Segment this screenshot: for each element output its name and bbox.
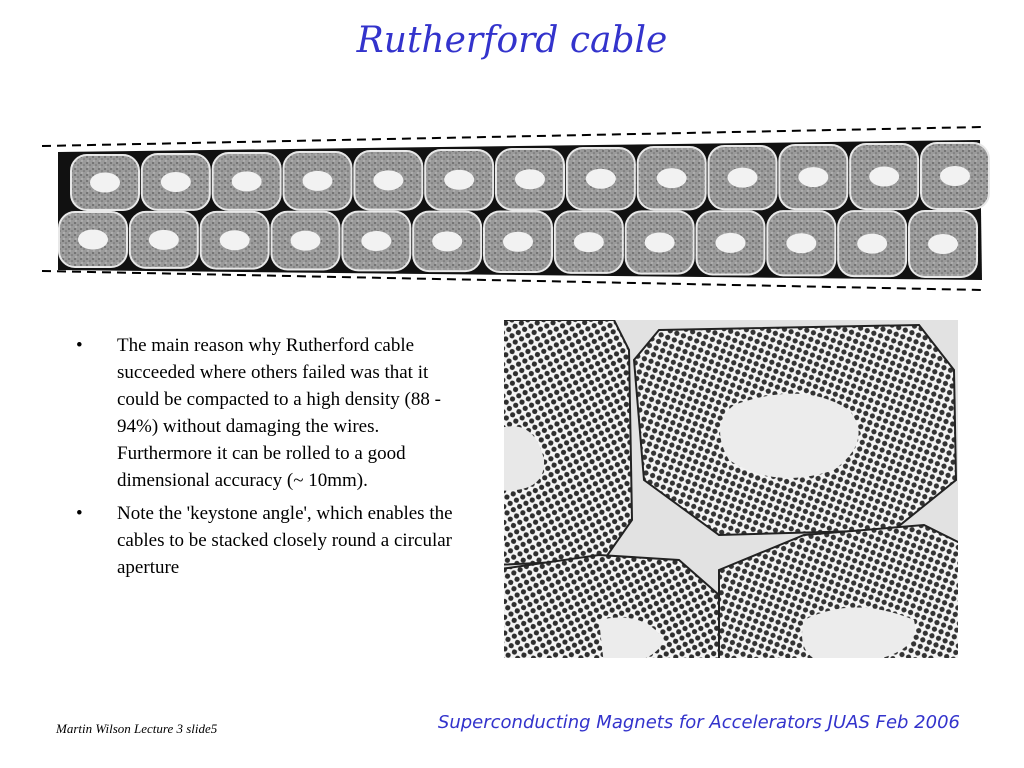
strand-core bbox=[786, 233, 816, 253]
strand-core bbox=[728, 168, 758, 188]
strand-core bbox=[373, 170, 403, 190]
slide-title: Rutherford cable bbox=[356, 20, 668, 61]
strand-core bbox=[940, 166, 970, 186]
strand-core bbox=[90, 173, 120, 193]
bullet-item bbox=[76, 332, 456, 494]
strand-core bbox=[161, 172, 191, 192]
strand-core bbox=[574, 232, 604, 252]
bullet-list bbox=[76, 332, 456, 587]
strand-core bbox=[928, 234, 958, 254]
strand-core bbox=[220, 230, 250, 250]
strand-core bbox=[503, 232, 533, 252]
footer-author: Martin Wilson Lecture 3 slide5 bbox=[56, 721, 218, 736]
bullet-marker: • bbox=[76, 503, 83, 524]
strand-core bbox=[361, 231, 391, 251]
strand-core bbox=[432, 231, 462, 251]
strand-core bbox=[78, 230, 108, 250]
strand-core bbox=[657, 168, 687, 188]
strand-core bbox=[232, 171, 262, 191]
strand-core bbox=[515, 169, 545, 189]
strand-micrograph-image bbox=[504, 320, 958, 658]
strand-core bbox=[869, 167, 899, 187]
strand-core bbox=[444, 170, 474, 190]
strand-core bbox=[303, 171, 333, 191]
bullet-marker: • bbox=[76, 335, 83, 356]
strand-core bbox=[149, 230, 179, 250]
strand-center-core bbox=[720, 394, 859, 478]
bullet-text: The main reason why Rutherford cable succeeded where others failed was that it could be compacted to a high density (88 - 94%) without damaging the wires. Furthermore it can be rolled to a good dimensional accuracy (~ 10mm). bbox=[117, 335, 441, 491]
strand-core bbox=[291, 231, 321, 251]
strand-core bbox=[586, 169, 616, 189]
strand-core bbox=[716, 233, 746, 253]
cable-cross-section-image bbox=[38, 120, 1006, 300]
strand-core bbox=[798, 167, 828, 187]
strand-bottom-right-core bbox=[802, 608, 915, 659]
strand-core bbox=[857, 234, 887, 254]
footer-course: Superconducting Magnets for Accelerators JUAS Feb 2006 bbox=[437, 712, 960, 733]
bullet-text: Note the 'keystone angle', which enables the cables to be stacked closely round a circular aperture bbox=[117, 503, 453, 578]
strand-core bbox=[645, 233, 675, 253]
bullet-item bbox=[76, 500, 456, 581]
